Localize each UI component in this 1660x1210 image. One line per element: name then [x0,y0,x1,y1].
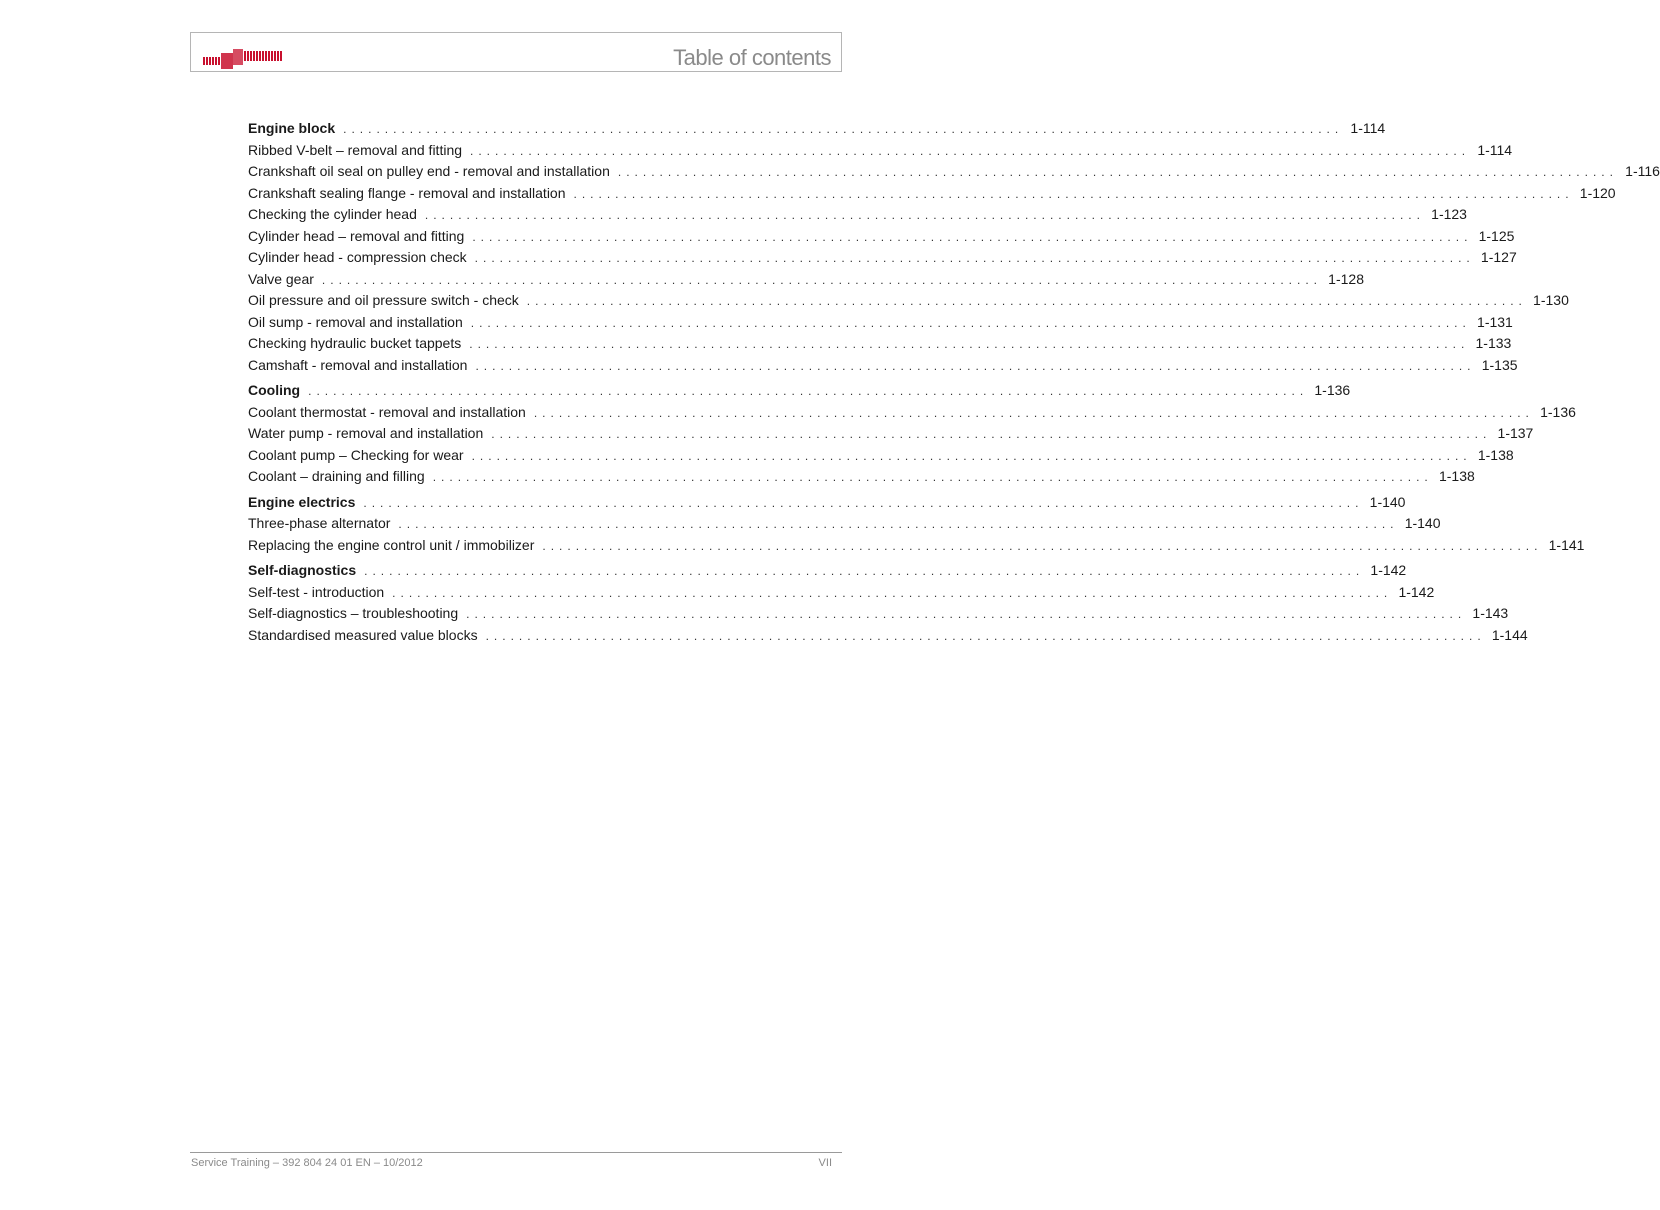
toc-entry[interactable] [248,535,1585,557]
page-header [190,32,842,72]
toc-entry-page: 1-140 [1369,493,1406,510]
toc-entry-label: Valve gear [248,270,314,287]
toc-entry-page: 1-142 [1398,583,1435,600]
toc-entry-page: 1-138 [1438,468,1475,484]
toc-section [248,118,1660,376]
toc-entry-page: 1-128 [1328,270,1364,287]
toc-entry[interactable] [248,226,1515,248]
toc-entry[interactable] [248,247,1517,269]
dot-leader: ........................................................................................................................ [343,122,1344,136]
dot-leader: ........................................................................................................................ [432,470,1433,484]
dot-leader: ........................................................................................................................ [472,229,1473,244]
toc-entry[interactable] [248,402,1576,424]
dot-leader: ........................................................................................................................ [617,165,1618,179]
toc-entry-page: 1-114 [1350,120,1386,136]
dot-leader: ........................................................................................................................ [526,294,1527,308]
toc-entry-label: Camshaft - removal and installation [248,356,468,373]
dot-leader: ........................................................................................................................ [474,251,1475,265]
toc-section [248,380,1576,488]
toc-section [248,492,1585,557]
toc-entry[interactable] [248,290,1569,312]
dot-leader: ........................................................................................................................ [475,358,1476,373]
toc-entry-page: 1-125 [1478,227,1515,244]
footer-page-number: VII [818,1157,832,1169]
toc-entry-label: Replacing the engine control unit / immobilizer [248,536,535,553]
toc-entry-page: 1-127 [1480,249,1517,265]
toc-entry-page: 1-116 [1625,163,1660,179]
toc-entry-label: Self-diagnostics [248,562,357,578]
toc-entry-page: 1-137 [1497,425,1534,441]
toc-entry-label: Checking hydraulic bucket tappets [248,335,462,351]
toc-section-heading[interactable] [248,560,1407,582]
table-of-contents [248,118,1660,650]
dot-leader: ........................................................................................................................ [308,384,1309,398]
dot-leader: ........................................................................................................................ [321,272,1322,287]
toc-entry-label: Checking the cylinder head [248,206,417,222]
toc-entry-label: Water pump - removal and installation [248,425,484,441]
toc-entry-page: 1-130 [1533,292,1569,308]
toc-entry-label: Engine electrics [248,493,356,510]
toc-entry-page: 1-136 [1314,382,1351,398]
toc-entry-label: Oil pressure and oil pressure switch - check [248,292,519,308]
dot-leader: ........................................................................................................................ [469,337,1470,351]
toc-entry[interactable] [248,603,1509,625]
toc-entry[interactable] [248,423,1534,445]
toc-entry-label: Coolant pump – Checking for wear [248,446,464,463]
toc-entry-page: 1-133 [1475,335,1512,351]
toc-entry-page: 1-144 [1491,626,1528,643]
toc-section [248,560,1528,646]
toc-entry-label: Standardised measured value blocks [248,626,478,643]
toc-entry[interactable] [248,582,1435,604]
toc-entry-label: Coolant thermostat - removal and installation [248,403,526,420]
toc-entry-label: Self-diagnostics – troubleshooting [248,605,459,621]
toc-entry-label: Cylinder head - compression check [248,249,467,265]
toc-entry-label: Oil sump - removal and installation [248,313,463,330]
dot-leader: ........................................................................................................................ [491,427,1492,441]
toc-entry[interactable] [248,161,1660,183]
toc-entry[interactable] [248,466,1475,488]
dot-leader: ........................................................................................................................ [424,208,1425,222]
dot-leader: ........................................................................................................................ [471,448,1472,463]
toc-entry-page: 1-136 [1540,403,1576,420]
toc-section-heading[interactable] [248,118,1386,140]
dot-leader: ........................................................................................................................ [398,517,1399,531]
dot-leader: ........................................................................................................................ [573,186,1574,201]
footer-divider [190,1152,842,1153]
toc-section-heading[interactable] [248,380,1351,402]
dot-leader: ........................................................................................................................ [363,495,1364,510]
toc-entry-page: 1-120 [1579,184,1616,201]
toc-entry[interactable] [248,204,1467,226]
toc-entry-page: 1-142 [1370,562,1407,578]
toc-entry-label: Coolant – draining and filling [248,468,425,484]
toc-entry[interactable] [248,269,1364,291]
toc-entry[interactable] [248,355,1518,377]
toc-entry[interactable] [248,513,1441,535]
toc-entry-page: 1-140 [1404,515,1441,531]
toc-entry-label: Crankshaft sealing flange - removal and installation [248,184,566,201]
toc-entry-label: Crankshaft oil seal on pulley end - removal and installation [248,163,610,179]
toc-entry[interactable] [248,333,1512,355]
toc-entry-page: 1-123 [1431,206,1467,222]
dot-leader: ........................................................................................................................ [470,143,1471,158]
toc-entry-page: 1-141 [1548,536,1585,553]
toc-entry-label: Cylinder head – removal and fitting [248,227,465,244]
toc-entry-page: 1-138 [1477,446,1514,463]
footer-document-info: Service Training – 392 804 24 01 EN – 10/2012 [191,1157,423,1169]
toc-entry-label: Self-test - introduction [248,583,385,600]
brand-logo-icon [203,47,283,69]
dot-leader: ........................................................................................................................ [533,405,1534,420]
toc-entry[interactable] [248,140,1513,162]
toc-entry-page: 1-143 [1472,605,1509,621]
dot-leader: ........................................................................................................................ [364,564,1365,578]
toc-section-heading[interactable] [248,492,1406,514]
dot-leader: ........................................................................................................................ [470,315,1471,330]
dot-leader: ........................................................................................................................ [466,607,1467,621]
toc-entry-label: Three-phase alternator [248,515,391,531]
dot-leader: ........................................................................................................................ [485,628,1486,643]
toc-entry[interactable] [248,445,1514,467]
toc-entry-page: 1-131 [1477,313,1513,330]
toc-entry[interactable] [248,183,1616,205]
toc-entry[interactable] [248,625,1528,647]
toc-entry-label: Cooling [248,382,301,398]
toc-entry-label: Ribbed V-belt – removal and fitting [248,141,463,158]
toc-entry[interactable] [248,312,1513,334]
toc-entry-page: 1-114 [1477,141,1513,158]
dot-leader: ........................................................................................................................ [542,538,1543,553]
toc-entry-label: Engine block [248,120,336,136]
toc-entry-page: 1-135 [1481,356,1518,373]
dot-leader: ........................................................................................................................ [392,585,1393,600]
page-title: Table of contents [673,45,831,70]
